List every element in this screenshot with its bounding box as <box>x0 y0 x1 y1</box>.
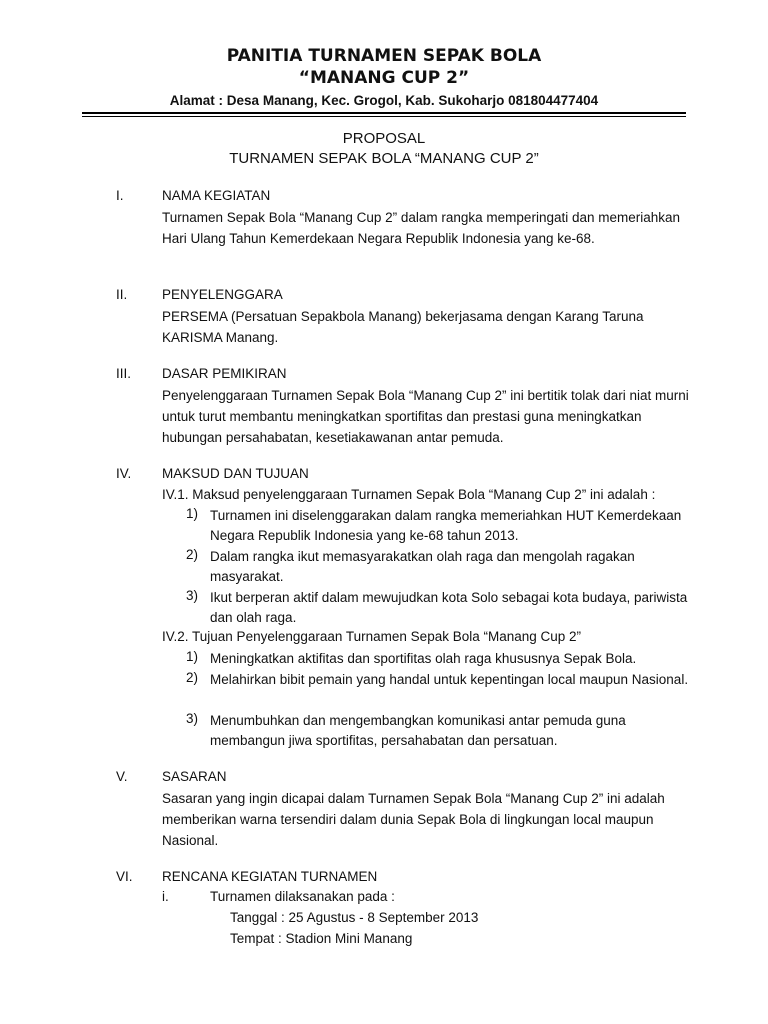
section-number: III. <box>116 366 132 381</box>
list-item-number: 1) <box>186 649 199 664</box>
list-item-text: Meningkatkan aktifitas dan sportifitas olah raga khususnya Sepak Bola. <box>210 651 637 666</box>
plan-item-text: Turnamen dilaksanakan pada : <box>210 889 395 904</box>
section-number: VI. <box>116 869 133 884</box>
section-number: V. <box>116 769 128 784</box>
list-item-number: 2) <box>186 670 199 685</box>
proposal-subtitle: TURNAMEN SEPAK BOLA “MANANG CUP 2” <box>229 150 539 167</box>
list-item-text: Melahirkan bibit pemain yang handal untuk kepentingan local maupun Nasional. <box>210 672 689 687</box>
section-body: Sasaran yang ingin dicapai dalam Turnamen Sepak Bola “Manang Cup 2” ini adalah memberikan warna tersendiri dalam dunia Sepak Bola di lingkungan local maupun Nasional. <box>162 791 665 848</box>
section-heading: NAMA KEGIATAN <box>162 188 271 203</box>
subsection-heading: IV.2. Tujuan Penyelenggaraan Turnamen Sepak Bola “Manang Cup 2” <box>162 629 582 644</box>
proposal-title: PROPOSAL <box>342 130 426 147</box>
section-number: I. <box>116 188 124 203</box>
event-date: Tanggal : 25 Agustus - 8 September 2013 <box>230 910 479 925</box>
section-heading: MAKSUD DAN TUJUAN <box>162 466 309 481</box>
section-heading: RENCANA KEGIATAN TURNAMEN <box>162 869 378 884</box>
header-rule-thin <box>82 116 686 117</box>
list-item-number: 3) <box>186 711 199 726</box>
section-heading: DASAR PEMIKIRAN <box>162 366 287 381</box>
letterhead-title: PANITIA TURNAMEN SEPAK BOLA <box>226 46 542 66</box>
section-heading: SASARAN <box>162 769 227 784</box>
subsection-heading: IV.1. Maksud penyelenggaraan Turnamen Sepak Bola “Manang Cup 2” ini adalah : <box>162 487 656 502</box>
header-rule-thick <box>82 112 686 114</box>
section-body: Penyelenggaraan Turnamen Sepak Bola “Manang Cup 2” ini bertitik tolak dari niat murni untuk turut membantu meningkatkan sportifitas dan prestasi guna meningkatkan hubungan persahabatan, kesetiakawanan antar pemuda. <box>162 388 689 445</box>
event-venue: Tempat : Stadion Mini Manang <box>230 931 413 946</box>
list-item-text: Menumbuhkan dan mengembangkan komunikasi antar pemuda guna membangun jiwa sportifitas, persahabatan dan persatuan. <box>210 713 626 748</box>
list-item-text: Ikut berperan aktif dalam mewujudkan kota Solo sebagai kota budaya, pariwista dan olah raga. <box>210 590 688 625</box>
list-item-number: 1) <box>186 506 199 521</box>
section-body: PERSEMA (Persatuan Sepakbola Manang) bekerjasama dengan Karang Taruna KARISMA Manang. <box>162 309 644 345</box>
letterhead-subtitle: “MANANG CUP 2” <box>298 68 470 88</box>
list-item-text: Dalam rangka ikut memasyarakatkan olah raga dan mengolah ragakan masyarakat. <box>210 549 635 584</box>
letterhead-address: Alamat : Desa Manang, Kec. Grogol, Kab. Sukoharjo 081804477404 <box>169 93 599 108</box>
section-body: Turnamen Sepak Bola “Manang Cup 2” dalam rangka memperingati dan memeriahkan Hari Ulang Tahun Kemerdekaan Negara Republik Indonesia yang ke-68. <box>162 210 681 246</box>
section-number: II. <box>116 287 128 302</box>
section-heading: PENYELENGGARA <box>162 287 283 302</box>
plan-item-number: i. <box>162 889 169 904</box>
list-item-number: 3) <box>186 588 199 603</box>
list-item-text: Turnamen ini diselenggarakan dalam rangka memeriahkan HUT Kemerdekaan Negara Republik Indonesia yang ke-68 tahun 2013. <box>210 508 682 543</box>
section-number: IV. <box>116 466 132 481</box>
list-item-number: 2) <box>186 547 199 562</box>
